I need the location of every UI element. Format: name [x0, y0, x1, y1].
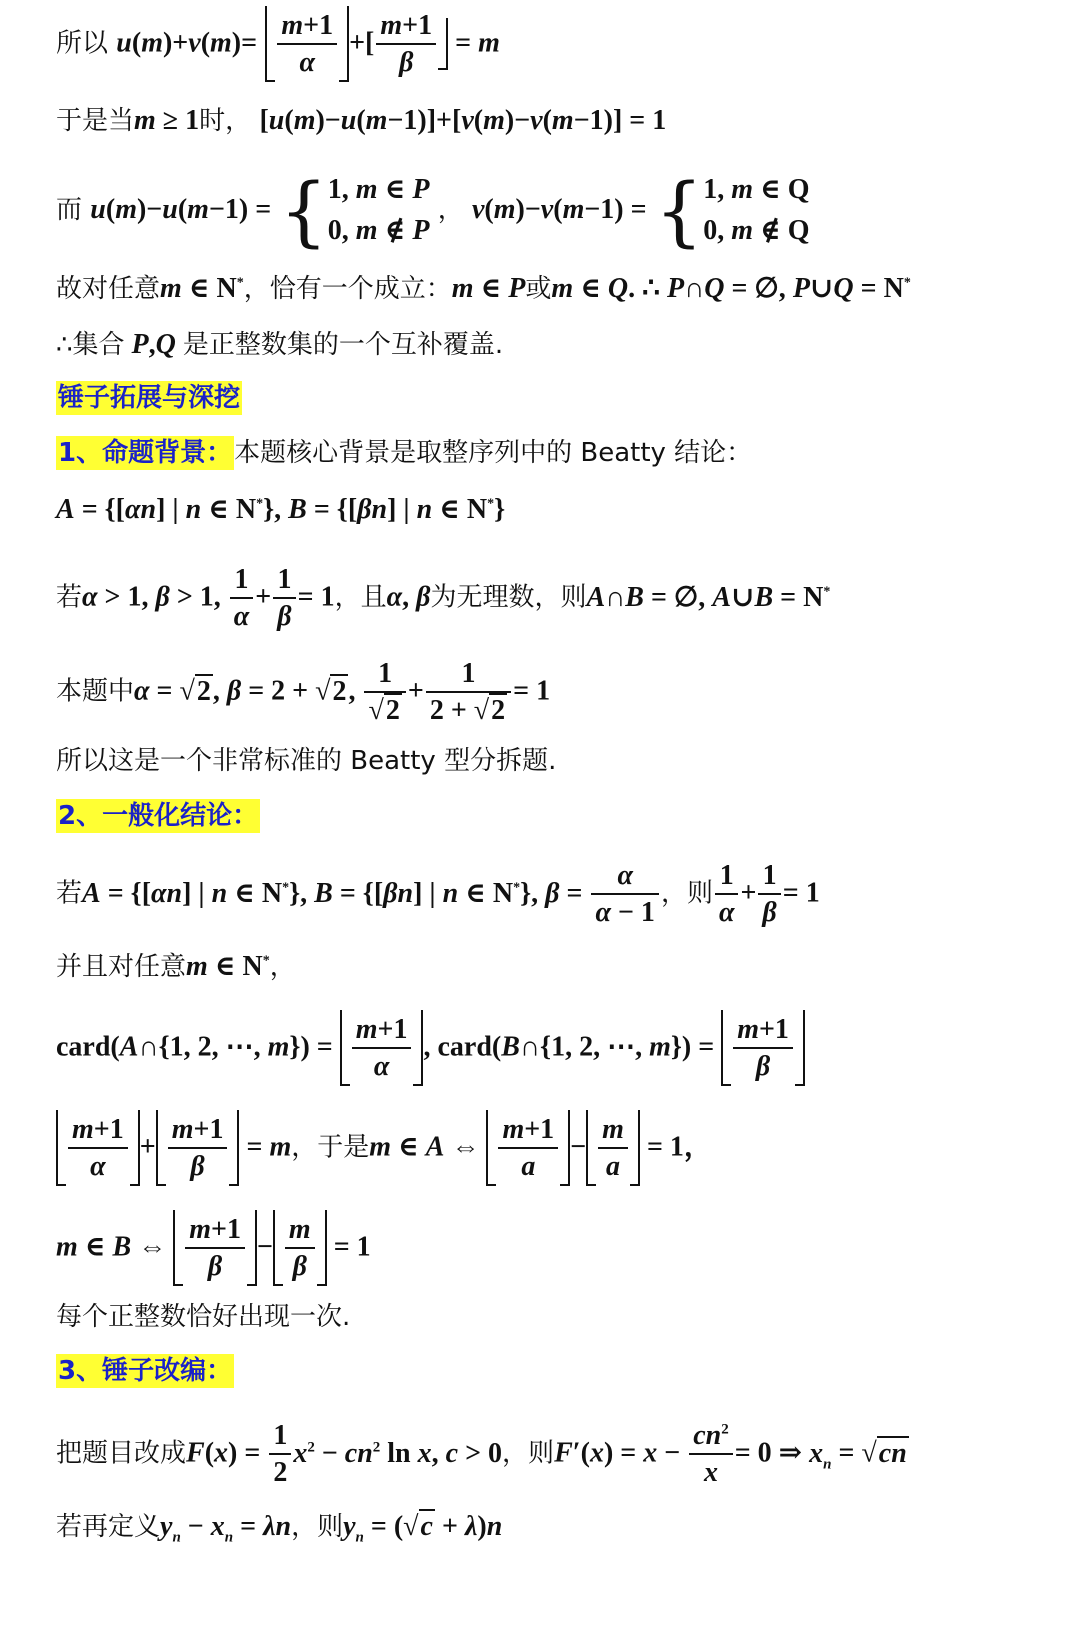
eq-membership-b: m ∈ B ⇔ $\frac{m+1}{\beta}$ − $\frac{m}{\beta}$ = 1 [56, 1210, 371, 1286]
section-2-title: 2、一般化结论： [58, 801, 259, 831]
standard-beatty-note: 所以这是一个非常标准的 Beatty 型分拆题. [56, 746, 557, 776]
eq-cases: 而 u(m)−u(m−1) = {1, m ∈ P 0, m ∉ P ， v(m)−v(m−1) = {1, m ∈ Q 0, m ∉ Q [56, 165, 810, 255]
eq-difference: 于是当m ≥ 1时， [u(m)−u(m−1)]+[v(m)−v(m−1)] = 1 [56, 105, 667, 136]
eq-any-m: 并且对任意m ∈ N*， [56, 951, 296, 982]
eq-partition: 故对任意m ∈ N*，恰有一个成立：m ∈ P或m ∈ Q. ∴ P∩Q = ∅, P∪Q = N* [56, 273, 911, 304]
eq-general: 若A = {[αn] | n ∈ N*}, B = {[βn] | n ∈ N*}, β = $\frac{\alpha}{\alpha - 1}$ ，则 $\frac{1}{\alpha}$ + $\frac{1}{\beta}$ = 1 [56, 860, 820, 928]
eq-beatty-condition: 若α > 1, β > 1, $\frac{1}{\alpha}$ + $\frac{1}{\beta}$ = 1，且α, β为无理数，则A∩B = ∅, A∪B = N* [56, 564, 831, 632]
text-suoyi: 所以 [56, 28, 109, 59]
section-3-title: 3、锤子改编： [58, 1356, 233, 1386]
eq-adaptation: 把题目改成F(x) = $\frac{1}{2}$ $x^2 - cn^2$ ln x, c > 0，则F′(x) = x − $\frac{cn^2}{x}$ = 0 ⇒ $x_n = √cn$ [56, 1420, 907, 1488]
heading-extension: 锤子拓展与深挖 [58, 383, 241, 413]
each-once-note: 每个正整数恰好出现一次. [56, 1302, 351, 1332]
eq-yn: 若再定义$y_n - x_n = \lambda n$，则$y_n = (√c + \lambda)n$ [56, 1511, 503, 1546]
eq-this-problem: 本题中α = √2, β = 2 + √2, $\frac{1}{√2}$ + $\frac{1}{2 + √2}$ = 1 [56, 658, 551, 726]
eq-card: card(A∩{1, 2, ⋯, m}) = $\frac{m+1}{\alpha}$ , card(B∩{1, 2, ⋯, m}) = $\frac{m+1}{\beta}$ [56, 1010, 805, 1086]
section-1-title: 1、命题背景：本题核心背景是取整序列中的 Beatty 结论： [58, 438, 753, 468]
conclusion-line: ∴集合 P,Q 是正整数集的一个互补覆盖. [56, 329, 504, 360]
eq-membership-a: $\frac{m+1}{\alpha}$ + $\frac{m+1}{\beta}$ = m，于是m ∈ A ⇔ $\frac{m+1}{a}$ − $\frac{m}{a}$ = 1， [56, 1110, 712, 1186]
eq-beatty-sets: A = {[αn] | n ∈ N*}, B = {[βn] | n ∈ N*} [56, 494, 506, 525]
eq-sum-u-v: 所以 u(m)+v(m)= $\frac{m+1}{\alpha}$ +[ $\frac{m+1}{\beta}$ = m [56, 6, 500, 82]
section-heading [56, 383, 242, 414]
